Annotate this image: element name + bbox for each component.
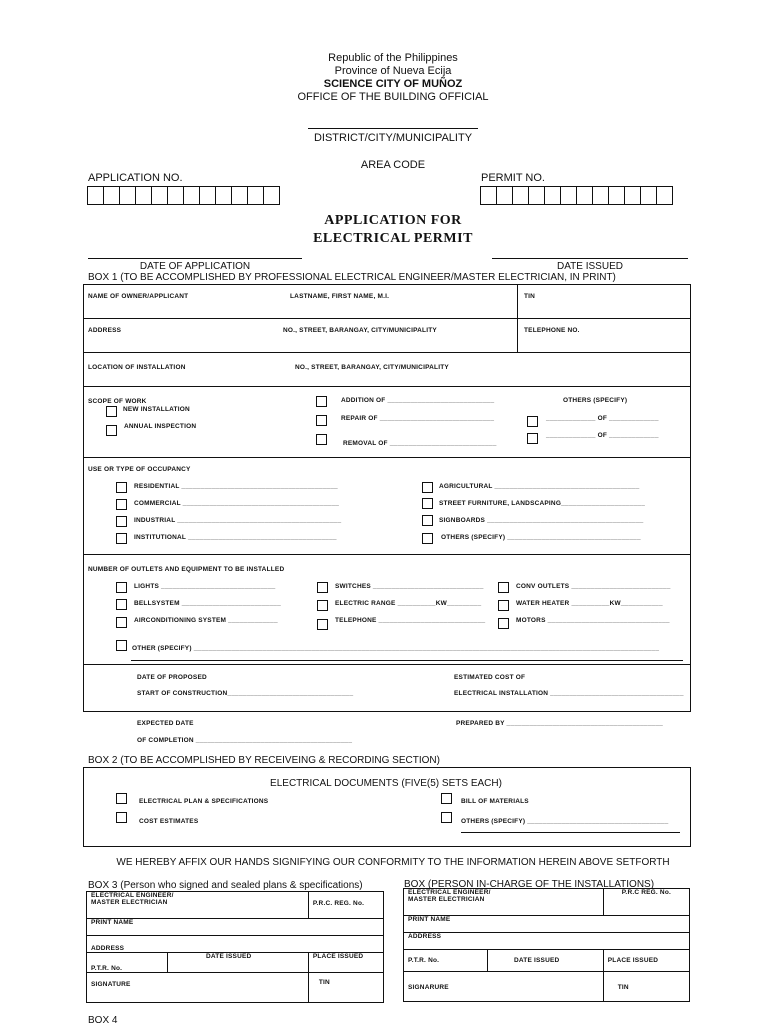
installer-master-label: MASTER ELECTRICIAN [408, 896, 485, 903]
box4-heading: BOX 4 [88, 1015, 118, 1026]
agricultural-field[interactable]: AGRICULTURAL ______________________________________ [439, 483, 640, 490]
box1-heading: BOX 1 (TO BE ACCOMPLISHED BY PROFESSIONAL ELECTRICAL ENGINEER/MASTER ELECTRICIAN, IN PRINT) [88, 272, 616, 283]
switches-field[interactable]: SWITCHES _____________________________ [335, 583, 484, 590]
switches-checkbox[interactable] [317, 582, 328, 593]
water-heater-checkbox[interactable] [498, 600, 509, 611]
permit-no-label: PERMIT NO. [481, 172, 545, 184]
installer-ptr-label: P.T.R. No. [408, 957, 440, 964]
expected-date-label: EXPECTED DATE [137, 720, 194, 727]
conv-outlets-field[interactable]: CONV OUTLETS __________________________ [516, 583, 671, 590]
application-no-field[interactable] [87, 186, 280, 205]
box3-address-label: ADDRESS [91, 945, 125, 952]
date-issued-label: DATE ISSUED [557, 261, 623, 272]
industrial-checkbox[interactable] [116, 516, 127, 527]
installer-date-issued-label: DATE ISSUED [514, 957, 560, 964]
box3-master-label: MASTER ELECTRICIAN [91, 899, 168, 906]
box3-print-name-label: PRINT NAME [91, 919, 134, 926]
box2-others-checkbox[interactable] [441, 812, 452, 823]
scope-label: SCOPE OF WORK [88, 398, 147, 405]
district-line [308, 128, 478, 129]
industrial-field[interactable]: INDUSTRIAL ___________________________________________ [134, 517, 342, 524]
date-issued-line[interactable] [492, 258, 688, 259]
tin-label: TIN [524, 293, 536, 300]
other-specify-line [131, 660, 683, 661]
installer-place-issued-label: PLACE ISSUED [607, 957, 659, 964]
commercial-checkbox[interactable] [116, 499, 127, 510]
repair-label: REPAIR OF ______________________________ [341, 415, 495, 422]
annual-inspection-label: ANNUAL INSPECTION [124, 423, 197, 430]
republic-line: Republic of the Philippines [328, 52, 458, 64]
electric-range-field[interactable]: ELECTRIC RANGE __________KW_________ [335, 600, 482, 607]
water-heater-field[interactable]: WATER HEATER __________KW___________ [516, 600, 663, 607]
lights-field[interactable]: LIGHTS ______________________________ [134, 583, 276, 590]
area-code-label: AREA CODE [360, 159, 426, 171]
annual-inspection-checkbox[interactable] [106, 425, 117, 436]
application-no-label: APPLICATION NO. [88, 172, 183, 184]
box-installer-table [403, 888, 690, 1002]
motors-field[interactable]: MOTORS ________________________________ [516, 617, 670, 624]
others-2-checkbox[interactable] [527, 433, 538, 444]
title-line-2: ELECTRICAL PERMIT [313, 231, 473, 246]
installer-print-name-label: PRINT NAME [408, 916, 451, 923]
electrical-installation-field[interactable]: ELECTRICAL INSTALLATION ___________________________________ [454, 690, 684, 697]
others-1-checkbox[interactable] [527, 416, 538, 427]
bill-materials-checkbox[interactable] [441, 793, 452, 804]
office-line: OFFICE OF THE BUILDING OFFICIAL [297, 91, 489, 103]
motors-checkbox[interactable] [498, 618, 509, 629]
location-format: NO., STREET, BARANGAY, CITY/MUNICIPALITY [295, 364, 449, 371]
bellsystem-checkbox[interactable] [116, 599, 127, 610]
repair-checkbox[interactable] [316, 415, 327, 426]
occupancy-heading: USE OR TYPE OF OCCUPANCY [88, 466, 191, 473]
district-label: DISTRICT/CITY/MUNICIPALITY [313, 132, 473, 144]
title-line-1: APPLICATION FOR [324, 213, 462, 228]
box2-heading: BOX 2 (TO BE ACCOMPLISHED BY RECEIVEING & RECORDING SECTION) [88, 755, 440, 766]
cost-estimates-checkbox[interactable] [116, 812, 127, 823]
bellsystem-field[interactable]: BELLSYSTEM __________________________ [134, 600, 281, 607]
documents-label: ELECTRICAL DOCUMENTS (FIVE(5) SETS EACH) [270, 778, 502, 789]
date-application-line[interactable] [88, 258, 302, 259]
installer-address-label: ADDRESS [408, 933, 442, 940]
province-line: Province of Nueva Ecija [334, 65, 452, 77]
location-label: LOCATION OF INSTALLATION [88, 364, 186, 371]
installer-signature-label: SIGNARURE [408, 984, 449, 991]
owner-name-format: LASTNAME, FIRST NAME, M.I. [290, 293, 390, 300]
commercial-field[interactable]: COMMERCIAL _________________________________________ [134, 500, 340, 507]
box3-place-issued-label: PLACE ISSUED [312, 953, 364, 960]
signboards-field[interactable]: SIGNBOARDS _________________________________________ [439, 517, 644, 524]
box2-others-line [461, 832, 680, 833]
box3-ptr-label: P.T.R. No. [91, 965, 123, 972]
new-installation-checkbox[interactable] [106, 406, 117, 417]
outlets-heading: NUMBER OF OUTLETS AND EQUIPMENT TO BE INSTALLED [88, 566, 285, 573]
installer-engineer-label: ELECTRICAL ENGINEER/ [408, 889, 491, 896]
residential-checkbox[interactable] [116, 482, 127, 493]
aircon-checkbox[interactable] [116, 617, 127, 628]
box3-heading: BOX 3 (Person who signed and sealed plans & specifications) [88, 880, 363, 891]
removal-checkbox[interactable] [316, 434, 327, 445]
start-construction-field[interactable]: START OF CONSTRUCTION_________________________________ [137, 690, 354, 697]
box3-date-issued-label: DATE ISSUED [206, 953, 252, 960]
conformity-statement: WE HEREBY AFFIX OUR HANDS SIGNIFYING OUR CONFORMITY TO THE INFORMATION HEREIN ABOVE SETFORTH [116, 857, 670, 868]
date-proposed-label: DATE OF PROPOSED [137, 674, 207, 681]
permit-no-field[interactable] [480, 186, 673, 205]
address-label: ADDRESS [88, 327, 122, 334]
telephone-eq-checkbox[interactable] [317, 619, 328, 630]
telephone-label: TELEPHONE NO. [524, 327, 580, 334]
street-furniture-checkbox[interactable] [422, 498, 433, 509]
bill-materials-label: BILL OF MATERIALS [461, 798, 529, 805]
removal-label: REMOVAL OF ____________________________ [343, 440, 497, 447]
lights-checkbox[interactable] [116, 582, 127, 593]
box3-signature-label: SIGNATURE [91, 981, 131, 988]
other-specify-field[interactable]: OTHER (SPECIFY) __________________________________________________________________________________________________________________________ [132, 645, 660, 652]
other-specify-checkbox[interactable] [116, 640, 127, 651]
estimated-cost-label: ESTIMATED COST OF [454, 674, 526, 681]
others-occupancy-checkbox[interactable] [422, 533, 433, 544]
others-specify-label: OTHERS (SPECIFY) [563, 397, 628, 404]
others-2-field[interactable]: _____________ OF _____________ [546, 432, 659, 439]
owner-name-label: NAME OF OWNER/APPLICANT [88, 293, 189, 300]
address-format: NO., STREET, BARANGAY, CITY/MUNICIPALITY [283, 327, 437, 334]
box3-prc-label: P.R.C. REG. No. [312, 900, 365, 907]
completion-field[interactable]: OF COMPLETION _________________________________________ [137, 737, 353, 744]
prepared-by-field[interactable]: PREPARED BY _________________________________________ [456, 720, 663, 727]
telephone-eq-field[interactable]: TELEPHONE ____________________________ [335, 617, 486, 624]
aircon-field[interactable]: AIRCONDITIONING SYSTEM _____________ [134, 617, 278, 624]
agricultural-checkbox[interactable] [422, 482, 433, 493]
others-occupancy-field[interactable]: OTHERS (SPECIFY) ___________________________________ [441, 534, 641, 541]
institutional-checkbox[interactable] [116, 533, 127, 544]
new-installation-label: NEW INSTALLATION [123, 406, 190, 413]
electric-range-checkbox[interactable] [317, 600, 328, 611]
street-furniture-field[interactable]: STREET FURNITURE, LANDSCAPING______________________ [439, 500, 646, 507]
city-line: SCIENCE CITY OF MUÑOZ [323, 78, 463, 90]
plan-specs-label: ELECTRICAL PLAN & SPECIFICATIONS [139, 798, 269, 805]
addition-checkbox[interactable] [316, 396, 327, 407]
box3-tin-label: TIN [318, 979, 330, 986]
cost-estimates-label: COST ESTIMATES [139, 818, 199, 825]
conv-outlets-checkbox[interactable] [498, 582, 509, 593]
box-installer-heading: BOX (PERSON IN-CHARGE OF THE INSTALLATIONS) [404, 879, 655, 890]
form-title [0, 212, 768, 248]
letterhead [0, 52, 768, 104]
box3-engineer-label: ELECTRICAL ENGINEER/ [91, 892, 174, 899]
residential-field[interactable]: RESIDENTIAL _________________________________________ [134, 483, 338, 490]
installer-prc-label: P.R.C REG. No. [621, 889, 672, 896]
plan-specs-checkbox[interactable] [116, 793, 127, 804]
institutional-field[interactable]: INSTITUTIONAL _______________________________________ [134, 534, 337, 541]
installer-tin-label: TIN [617, 984, 629, 991]
box3-table [86, 891, 384, 1003]
date-application-label: DATE OF APPLICATION [139, 261, 251, 272]
box2-others-field[interactable]: OTHERS (SPECIFY) _____________________________________ [461, 818, 669, 825]
addition-label: ADDITION OF ____________________________ [341, 397, 495, 404]
others-1-field[interactable]: _____________ OF _____________ [546, 415, 659, 422]
signboards-checkbox[interactable] [422, 515, 433, 526]
